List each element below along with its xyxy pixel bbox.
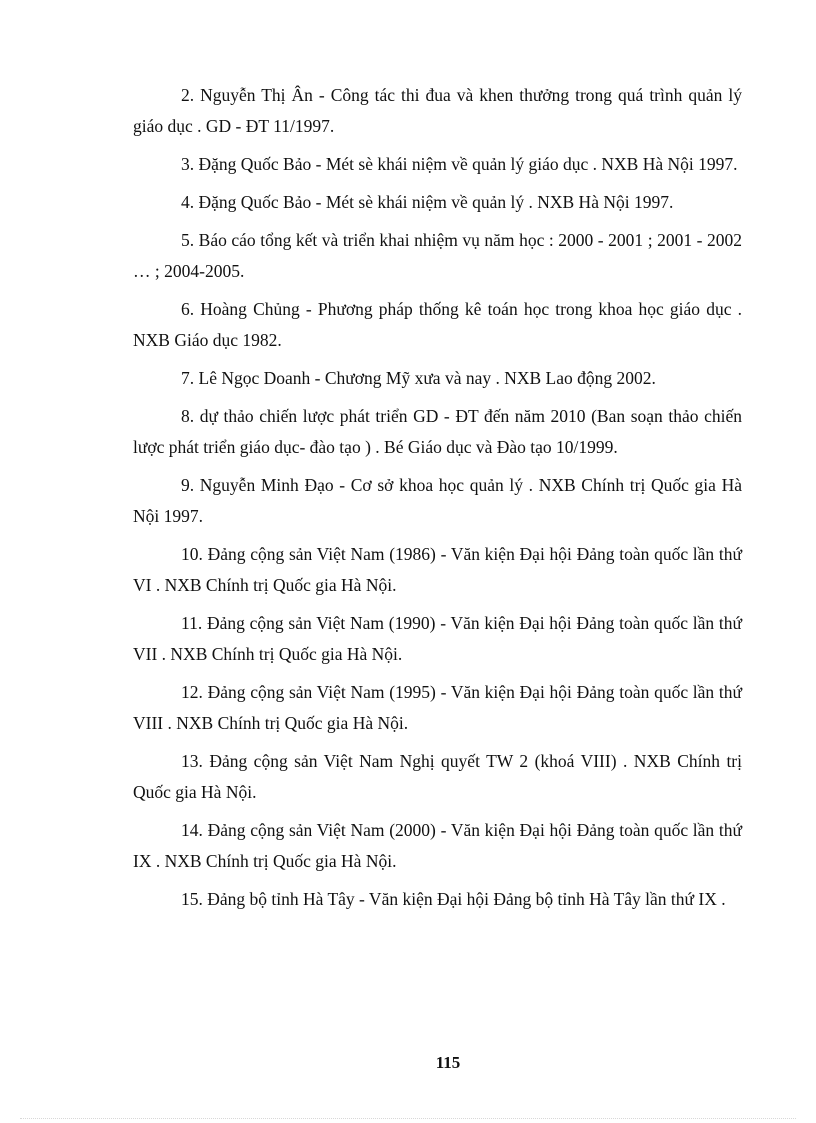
footer-divider bbox=[20, 1118, 796, 1119]
reference-item: 15. Đảng bộ tỉnh Hà Tây - Văn kiện Đại hội Đảng bộ tỉnh Hà Tây lần thứ IX . bbox=[181, 889, 726, 909]
reference-item: 9. Nguyễn Minh Đạo - Cơ sở khoa học quản lý . NXB Chính trị Quốc gia Hà Nội 1997. bbox=[133, 475, 742, 526]
reference-item: 8. dự thảo chiến lược phát triển GD - ĐT đến năm 2010 (Ban soạn thảo chiến lược phát triển giáo dục- đào tạo ) . Bé Giáo dục và Đào tạo 10/1999. bbox=[133, 406, 742, 457]
reference-list bbox=[133, 80, 742, 922]
reference-item: 13. Đảng cộng sản Việt Nam Nghị quyết TW 2 (khoá VIII) . NXB Chính trị Quốc gia Hà Nội. bbox=[133, 751, 742, 802]
reference-item: 11. Đảng cộng sản Việt Nam (1990) - Văn kiện Đại hội Đảng toàn quốc lần thứ VII . NXB Chính trị Quốc gia Hà Nội. bbox=[133, 613, 742, 664]
reference-item: 10. Đảng cộng sản Việt Nam (1986) - Văn kiện Đại hội Đảng toàn quốc lần thứ VI . NXB Chính trị Quốc gia Hà Nội. bbox=[133, 544, 742, 595]
reference-item: 2. Nguyễn Thị Ân - Công tác thi đua và khen thưởng trong quá trình quản lý giáo dục . GD - ĐT 11/1997. bbox=[133, 85, 742, 136]
reference-item: 7. Lê Ngọc Doanh - Chương Mỹ xưa và nay . NXB Lao động 2002. bbox=[181, 368, 656, 388]
reference-item: 6. Hoàng Chủng - Phương pháp thống kê toán học trong khoa học giáo dục . NXB Giáo dục 1982. bbox=[133, 299, 742, 350]
reference-item: 12. Đảng cộng sản Việt Nam (1995) - Văn kiện Đại hội Đảng toàn quốc lần thứ VIII . NXB Chính trị Quốc gia Hà Nội. bbox=[133, 682, 742, 733]
reference-item: 14. Đảng cộng sản Việt Nam (2000) - Văn kiện Đại hội Đảng toàn quốc lần thứ IX . NXB Chính trị Quốc gia Hà Nội. bbox=[133, 820, 742, 871]
page-number: 115 bbox=[435, 1053, 461, 1072]
reference-item: 5. Báo cáo tổng kết và triển khai nhiệm vụ năm học : 2000 - 2001 ; 2001 - 2002 … ; 2004-2005. bbox=[133, 230, 742, 281]
reference-item: 3. Đặng Quốc Bảo - Mét sè khái niệm về quản lý giáo dục . NXB Hà Nội 1997. bbox=[181, 154, 738, 174]
reference-item: 4. Đặng Quốc Bảo - Mét sè khái niệm về quản lý . NXB Hà Nội 1997. bbox=[181, 192, 674, 212]
